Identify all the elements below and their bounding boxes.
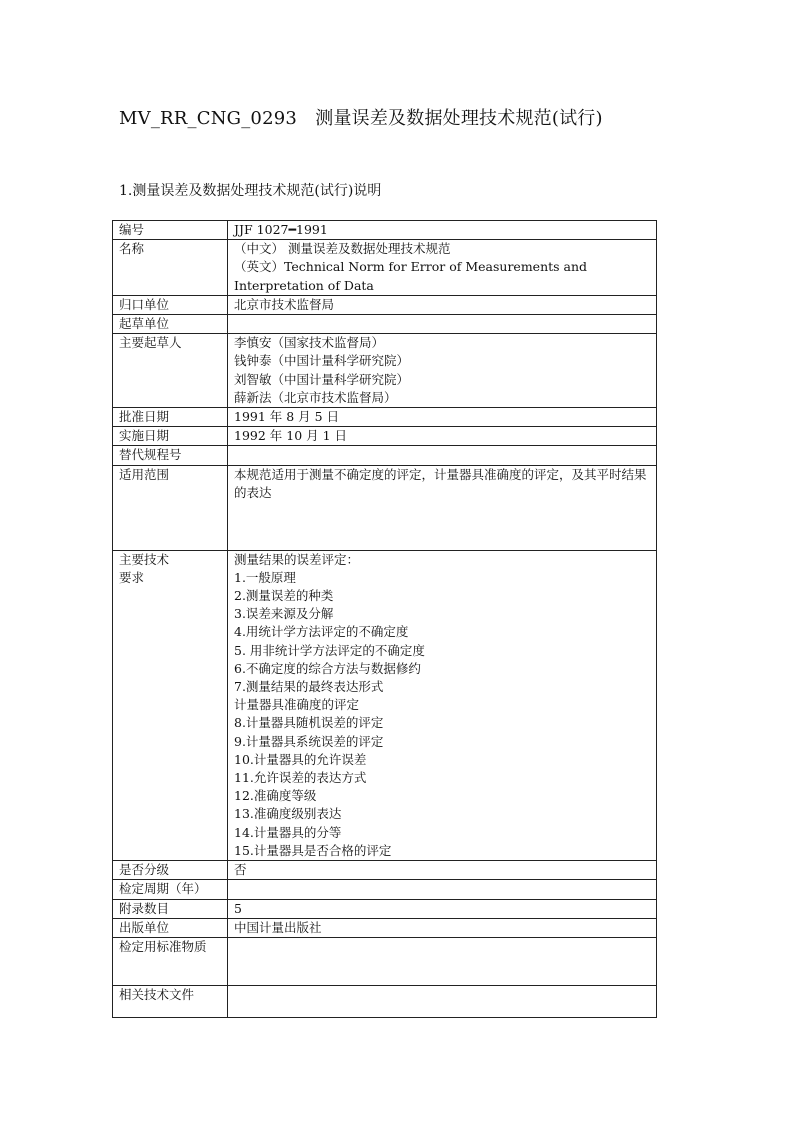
appendix-value: 5 — [228, 899, 657, 918]
drafters-label: 主要起草人 — [113, 334, 228, 408]
table-row — [113, 221, 657, 240]
requirements-label-line: 主要技术 — [119, 551, 170, 567]
owner-label: 归口单位 — [113, 295, 228, 314]
reference-material-label: 检定用标准物质 — [113, 937, 228, 985]
list-item: 6.不确定度的综合方法与数据修约 — [234, 660, 421, 676]
related-docs-label: 相关技术文件 — [113, 985, 228, 1017]
replaced-value — [228, 446, 657, 465]
list-item: 计量器具准确度的评定 — [234, 697, 360, 713]
table-row — [113, 985, 657, 1017]
requirements-label-line: 要求 — [119, 569, 145, 585]
section-title: 1.测量误差及数据处理技术规范(试行)说明 — [119, 183, 382, 199]
name-en: （英文）Technical Norm for Error of Measurements and Interpretation of Data — [234, 259, 588, 293]
effective-date-value: 1992 年 10 月 1 日 — [228, 427, 657, 446]
list-item: 13.准确度级别表达 — [234, 806, 342, 822]
grading-value: 否 — [228, 861, 657, 880]
list-item: 4.用统计学方法评定的不确定度 — [234, 624, 409, 640]
related-docs-value — [228, 985, 657, 1017]
drafter: 李慎安（国家技术监督局） — [234, 335, 385, 351]
approval-date-value: 1991 年 8 月 5 日 — [228, 408, 657, 427]
table-row — [113, 240, 657, 296]
scope-label: 适用范围 — [113, 465, 228, 550]
list-item: 3.误差来源及分解 — [234, 606, 334, 622]
list-item: 测量结果的误差评定： — [234, 551, 360, 567]
table-row — [113, 861, 657, 880]
drafter: 钱钟泰（中国计量科学研究院） — [234, 353, 410, 369]
name-label: 名称 — [113, 240, 228, 296]
list-item: 2.测量误差的种类 — [234, 588, 334, 604]
code-value: JJF 1027━1991 — [228, 221, 657, 240]
appendix-label: 附录数目 — [113, 899, 228, 918]
table-row — [113, 315, 657, 334]
drafting-unit-value — [228, 315, 657, 334]
name-cn: （中文） 测量误差及数据处理技术规范 — [234, 241, 451, 257]
effective-date-label: 实施日期 — [113, 427, 228, 446]
drafting-unit-label: 起草单位 — [113, 315, 228, 334]
document-title: MV_RR_CNG_0293 测量误差及数据处理技术规范(试行) — [119, 108, 603, 129]
spec-table — [112, 220, 657, 1018]
list-item: 9.计量器具系统误差的评定 — [234, 733, 384, 749]
period-value — [228, 880, 657, 899]
drafter: 薛新法（北京市技术监督局） — [234, 389, 397, 405]
requirements-value — [228, 550, 657, 860]
list-item: 14.计量器具的分等 — [234, 824, 342, 840]
table-row — [113, 899, 657, 918]
list-item: 8.计量器具随机误差的评定 — [234, 715, 384, 731]
reference-material-value — [228, 937, 657, 985]
grading-label: 是否分级 — [113, 861, 228, 880]
drafter: 刘智敏（中国计量科学研究院） — [234, 371, 410, 387]
publisher-label: 出版单位 — [113, 918, 228, 937]
list-item: 7.测量结果的最终表达形式 — [234, 679, 384, 695]
table-row — [113, 408, 657, 427]
list-item: 15.计量器具是否合格的评定 — [234, 842, 392, 858]
code-label: 编号 — [113, 221, 228, 240]
owner-value: 北京市技术监督局 — [228, 295, 657, 314]
requirements-label — [113, 550, 228, 860]
list-item: 1.一般原理 — [234, 569, 296, 585]
name-value — [228, 240, 657, 296]
table-row — [113, 465, 657, 550]
drafters-value — [228, 334, 657, 408]
table-row — [113, 446, 657, 465]
scope-value: 本规范适用于测量不确定度的评定，计量器具准确度的评定，及其平时结果的表达 — [228, 465, 657, 550]
list-item: 11.允许误差的表达方式 — [234, 770, 367, 786]
replaced-label: 替代规程号 — [113, 446, 228, 465]
table-row — [113, 295, 657, 314]
table-row — [113, 334, 657, 408]
table-row — [113, 427, 657, 446]
list-item: 10.计量器具的允许误差 — [234, 751, 367, 767]
table-row — [113, 880, 657, 899]
period-label: 检定周期（年） — [113, 880, 228, 899]
publisher-value: 中国计量出版社 — [228, 918, 657, 937]
table-row — [113, 937, 657, 985]
list-item: 12.准确度等级 — [234, 788, 317, 804]
approval-date-label: 批准日期 — [113, 408, 228, 427]
table-row — [113, 550, 657, 860]
list-item: 5. 用非统计学方法评定的不确定度 — [234, 642, 425, 658]
table-row — [113, 918, 657, 937]
